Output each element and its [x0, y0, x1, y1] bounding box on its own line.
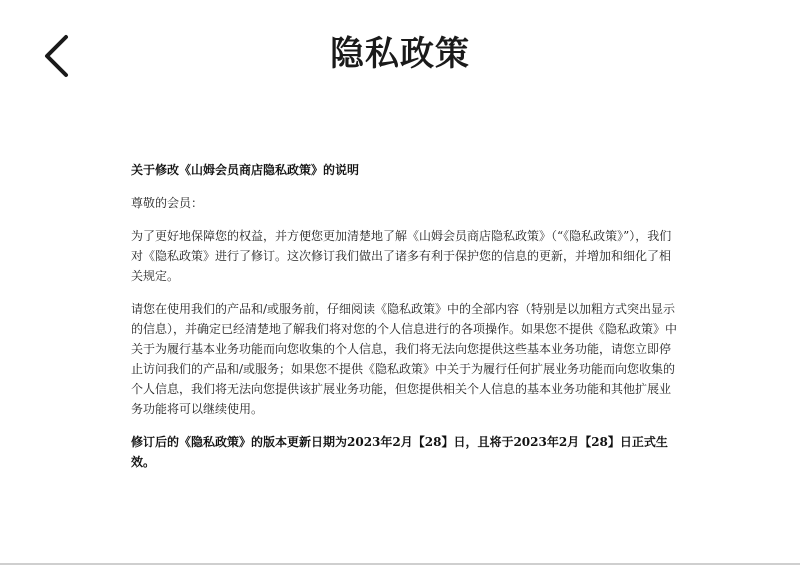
effective-date-notice: 修订后的《隐私政策》的版本更新日期为2023年2月【28】日，且将于2023年2月【28】日正式生效。	[131, 435, 668, 469]
notice-paragraph-1: 为了更好地保障您的权益，并方便您更加清楚地了解《山姆会员商店隐私政策》（“《隐私政策》”），我们对《隐私政策》进行了修订。这次修订我们做出了诸多有利于保护您的信息的更新，并增加和细化了相关规定。	[131, 229, 672, 283]
page-title: 隐私政策	[330, 34, 470, 74]
header-bar	[0, 0, 800, 110]
notice-paragraph-2: 请您在使用我们的产品和/或服务前，仔细阅读《隐私政策》中的全部内容（特别是以加粗方式突出显示的信息），并确定已经清楚地了解我们将对您的个人信息进行的各项操作。如果您不提供《隐私政策》中关于为履行基本业务功能而向您收集的个人信息，我们将无法向您提供这些基本业务功能，请您立即停止访问我们的产品和/或服务；如果您不提供《隐私政策》中关于为履行任何扩展业务功能而向您收集的个人信息，我们将无法向您提供该扩展业务功能，但您提供相关个人信息的基本业务功能和其他扩展业务功能将可以继续使用。	[131, 302, 678, 416]
notice-greeting: 尊敬的会员：	[131, 196, 204, 210]
notice-heading: 关于修改《山姆会员商店隐私政策》的说明	[131, 163, 360, 177]
policy-notice-content	[131, 160, 681, 485]
